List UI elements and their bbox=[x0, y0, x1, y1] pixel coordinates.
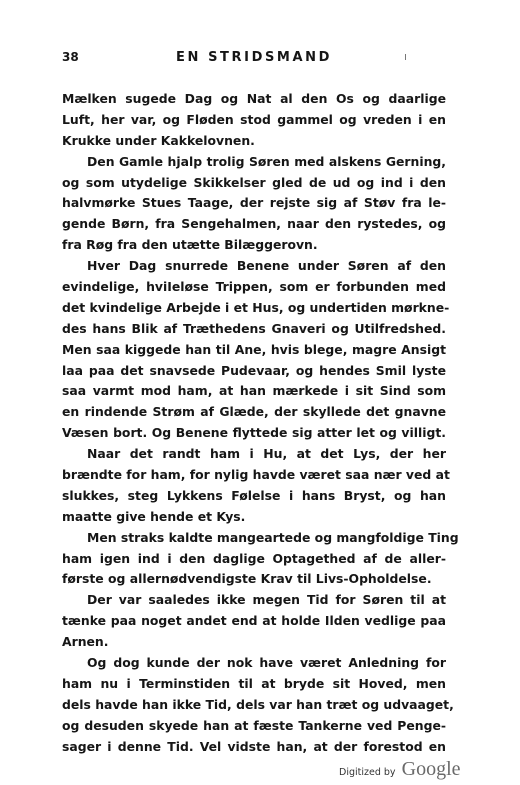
paragraph bbox=[62, 256, 450, 444]
text-line: Væsen bort. Og Benene flyttede sig atter let og villigt. bbox=[62, 425, 446, 441]
text-line: ham nu i Terminstiden til at bryde sit Hoved, men bbox=[62, 675, 446, 691]
text-line: tænke paa noget andet end at holde Ilden vedlige paa bbox=[62, 613, 446, 629]
running-title: EN STRIDSMAND bbox=[176, 50, 332, 65]
body-text bbox=[62, 89, 459, 758]
text-line: evindelige, hviIeløse Trippen, som er forbunden med bbox=[62, 279, 446, 295]
text-line: halvmørke Stues Taage, der rejste sig af Støv fra le- bbox=[62, 195, 446, 211]
text-line: brændte for ham, for nylig havde været saa nær ved at bbox=[62, 467, 450, 483]
text-line: Hver Dag snurrede Benene under Søren af den bbox=[87, 258, 446, 274]
print-mark bbox=[405, 54, 406, 60]
paragraph bbox=[62, 444, 450, 528]
paragraph bbox=[62, 528, 459, 591]
text-line: Naar det randt ham i Hu, at det Lys, der her bbox=[87, 446, 446, 462]
text-line: det kvindelige Arbejde i et Hus, og undertiden mørkne- bbox=[62, 299, 450, 315]
text-line: første og allernødvendigste Krav til Livs-Opholdelse. bbox=[62, 571, 432, 587]
text-line: Men saa kiggede han til Ane, hvis blege, magre Ansigt bbox=[62, 341, 446, 357]
text-line: Mælken sugede Dag og Nat al den Os og daarlige bbox=[62, 91, 446, 106]
text-line: Der var saaledes ikke megen Tid for Søren til at bbox=[87, 592, 446, 608]
text-line: og desuden skyede han at fæste Tankerne ved Penge- bbox=[62, 717, 446, 733]
paragraph bbox=[62, 152, 446, 256]
text-line: en rindende Strøm af Glæde, der skyllede det gnavne bbox=[62, 404, 446, 420]
text-line: sager i denne Tid. Vel vidste han, at der forestod en bbox=[62, 738, 446, 754]
digitized-by-label: Digitized by bbox=[339, 767, 396, 778]
text-line: ham igen ind i den daglige Optagethed af de aller- bbox=[62, 550, 446, 566]
text-line: og som utydelige Skikkelser gled de ud og ind i den bbox=[62, 174, 446, 190]
text-line: des hans Blik af Træthedens Gnaveri og Utilfredshed. bbox=[62, 320, 446, 336]
text-line: saa varmt mod ham, at han mærkede i sit Sind som bbox=[62, 383, 446, 399]
page-header bbox=[62, 50, 446, 68]
text-line: Luft, her var, og Fløden stod gammel og vreden i en bbox=[62, 111, 446, 127]
page-number: 38 bbox=[62, 50, 79, 64]
text-line: Den Gamle hjalp trolig Søren med alskens Gerning, bbox=[87, 153, 446, 169]
google-logo: Google bbox=[401, 758, 461, 780]
text-line: fra Røg fra den utætte Bilæggerovn. bbox=[62, 237, 318, 253]
paragraph bbox=[62, 653, 454, 757]
text-line: Krukke under Kakkelovnen. bbox=[62, 132, 255, 148]
text-line: laa paa det snavsede Pudevaar, og hendes Smil lyste bbox=[62, 362, 446, 378]
text-line: Og dog kunde der nok have været Anledning for bbox=[87, 655, 446, 671]
text-line: Arnen. bbox=[62, 634, 109, 650]
digitization-credit bbox=[339, 758, 461, 782]
text-line: dels havde han ikke Tid, dels var han træt og udvaaget, bbox=[62, 696, 454, 712]
text-line: maatte give hende et Kys. bbox=[62, 508, 246, 524]
text-line: gende Børn, fra Sengehalmen, naar den rystedes, og bbox=[62, 216, 446, 232]
paragraph bbox=[62, 89, 446, 152]
text-line: Men straks kaldte mangeartede og mangfoldige Ting bbox=[87, 529, 459, 545]
paragraph bbox=[62, 590, 446, 653]
text-line: slukkes, steg Lykkens Følelse i hans Bryst, og han bbox=[62, 487, 446, 503]
